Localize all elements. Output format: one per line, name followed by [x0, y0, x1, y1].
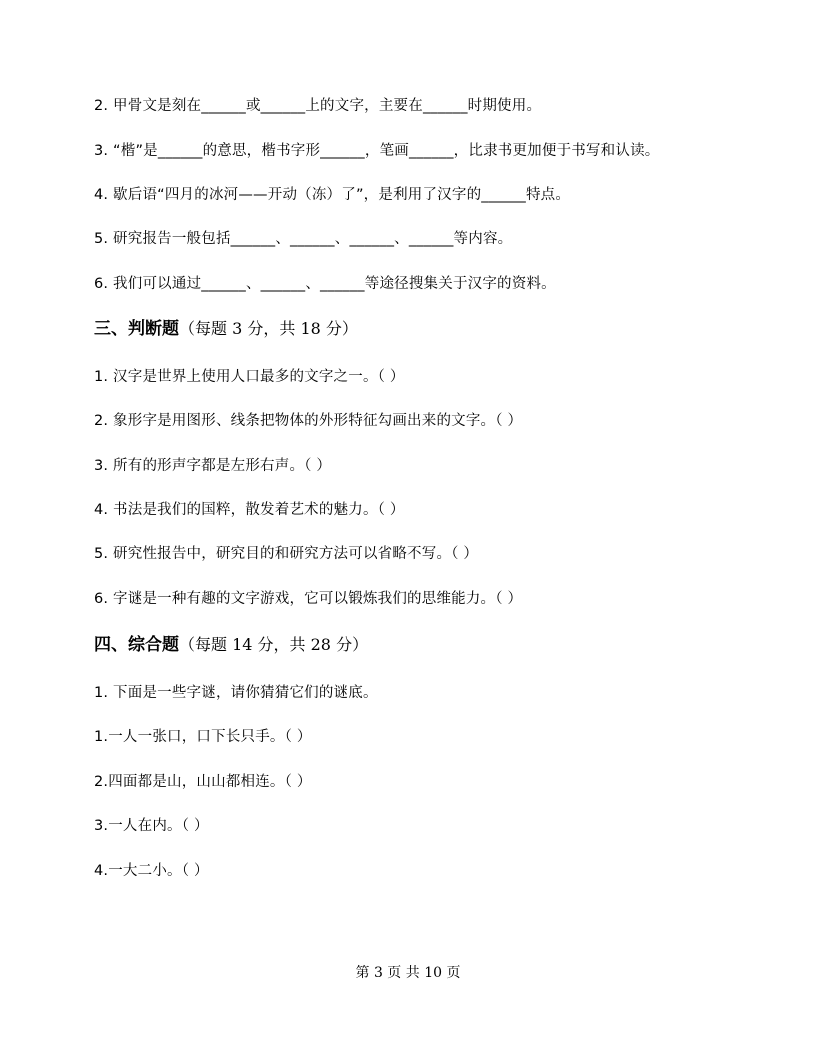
- riddle-item-4: 4.一大二小。（ ）: [94, 863, 209, 879]
- section-title: 三、判断题: [94, 319, 179, 339]
- riddle-item-2: 2.四面都是山，山山都相连。（ ）: [94, 774, 312, 790]
- section-score-note: （每题 14 分，共 28 分）: [179, 635, 369, 654]
- comprehensive-item-1: 1. 下面是一些字谜，请你猜猜它们的谜底。: [94, 685, 378, 701]
- fill-in-item-4: 4. 歇后语“四月的冰河——开动（冻）了”，是利用了汉字的______特点。: [94, 187, 571, 203]
- riddle-item-3: 3.一人在内。（ ）: [94, 818, 209, 834]
- judgment-item-2: 2. 象形字是用图形、线条把物体的外形特征勾画出来的文字。（ ）: [94, 413, 523, 429]
- fill-in-item-2: 2. 甲骨文是刻在______或______上的文字，主要在______时期使用。: [94, 98, 542, 114]
- judgment-item-3: 3. 所有的形声字都是左形右声。（ ）: [94, 458, 332, 474]
- section-heading-comprehensive: [94, 634, 774, 656]
- section-score-note: （每题 3 分，共 18 分）: [179, 319, 358, 338]
- fill-in-item-6: 6. 我们可以通过______、______、______等途径搜集关于汉字的资料。: [94, 276, 556, 292]
- fill-in-item-5: 5. 研究报告一般包括______、______、______、______等内容。: [94, 231, 513, 247]
- judgment-item-6: 6. 字谜是一种有趣的文字游戏，它可以锻炼我们的思维能力。（ ）: [94, 591, 523, 607]
- judgment-item-1: 1. 汉字是世界上使用人口最多的文字之一。（ ）: [94, 369, 405, 385]
- section-title: 四、综合题: [94, 635, 179, 655]
- fill-in-item-3: 3. “楷”是______的意思，楷书字形______，笔画______，比隶书更加便于书写和认读。: [94, 143, 660, 159]
- section-heading-judgment: [94, 318, 774, 340]
- page-footer: 第 3 页 共 10 页: [355, 965, 461, 981]
- judgment-item-5: 5. 研究性报告中，研究目的和研究方法可以省略不写。（ ）: [94, 546, 479, 562]
- riddle-item-1: 1.一人一张口，口下长只手。（ ）: [94, 729, 312, 745]
- judgment-item-4: 4. 书法是我们的国粹，散发着艺术的魅力。（ ）: [94, 502, 405, 518]
